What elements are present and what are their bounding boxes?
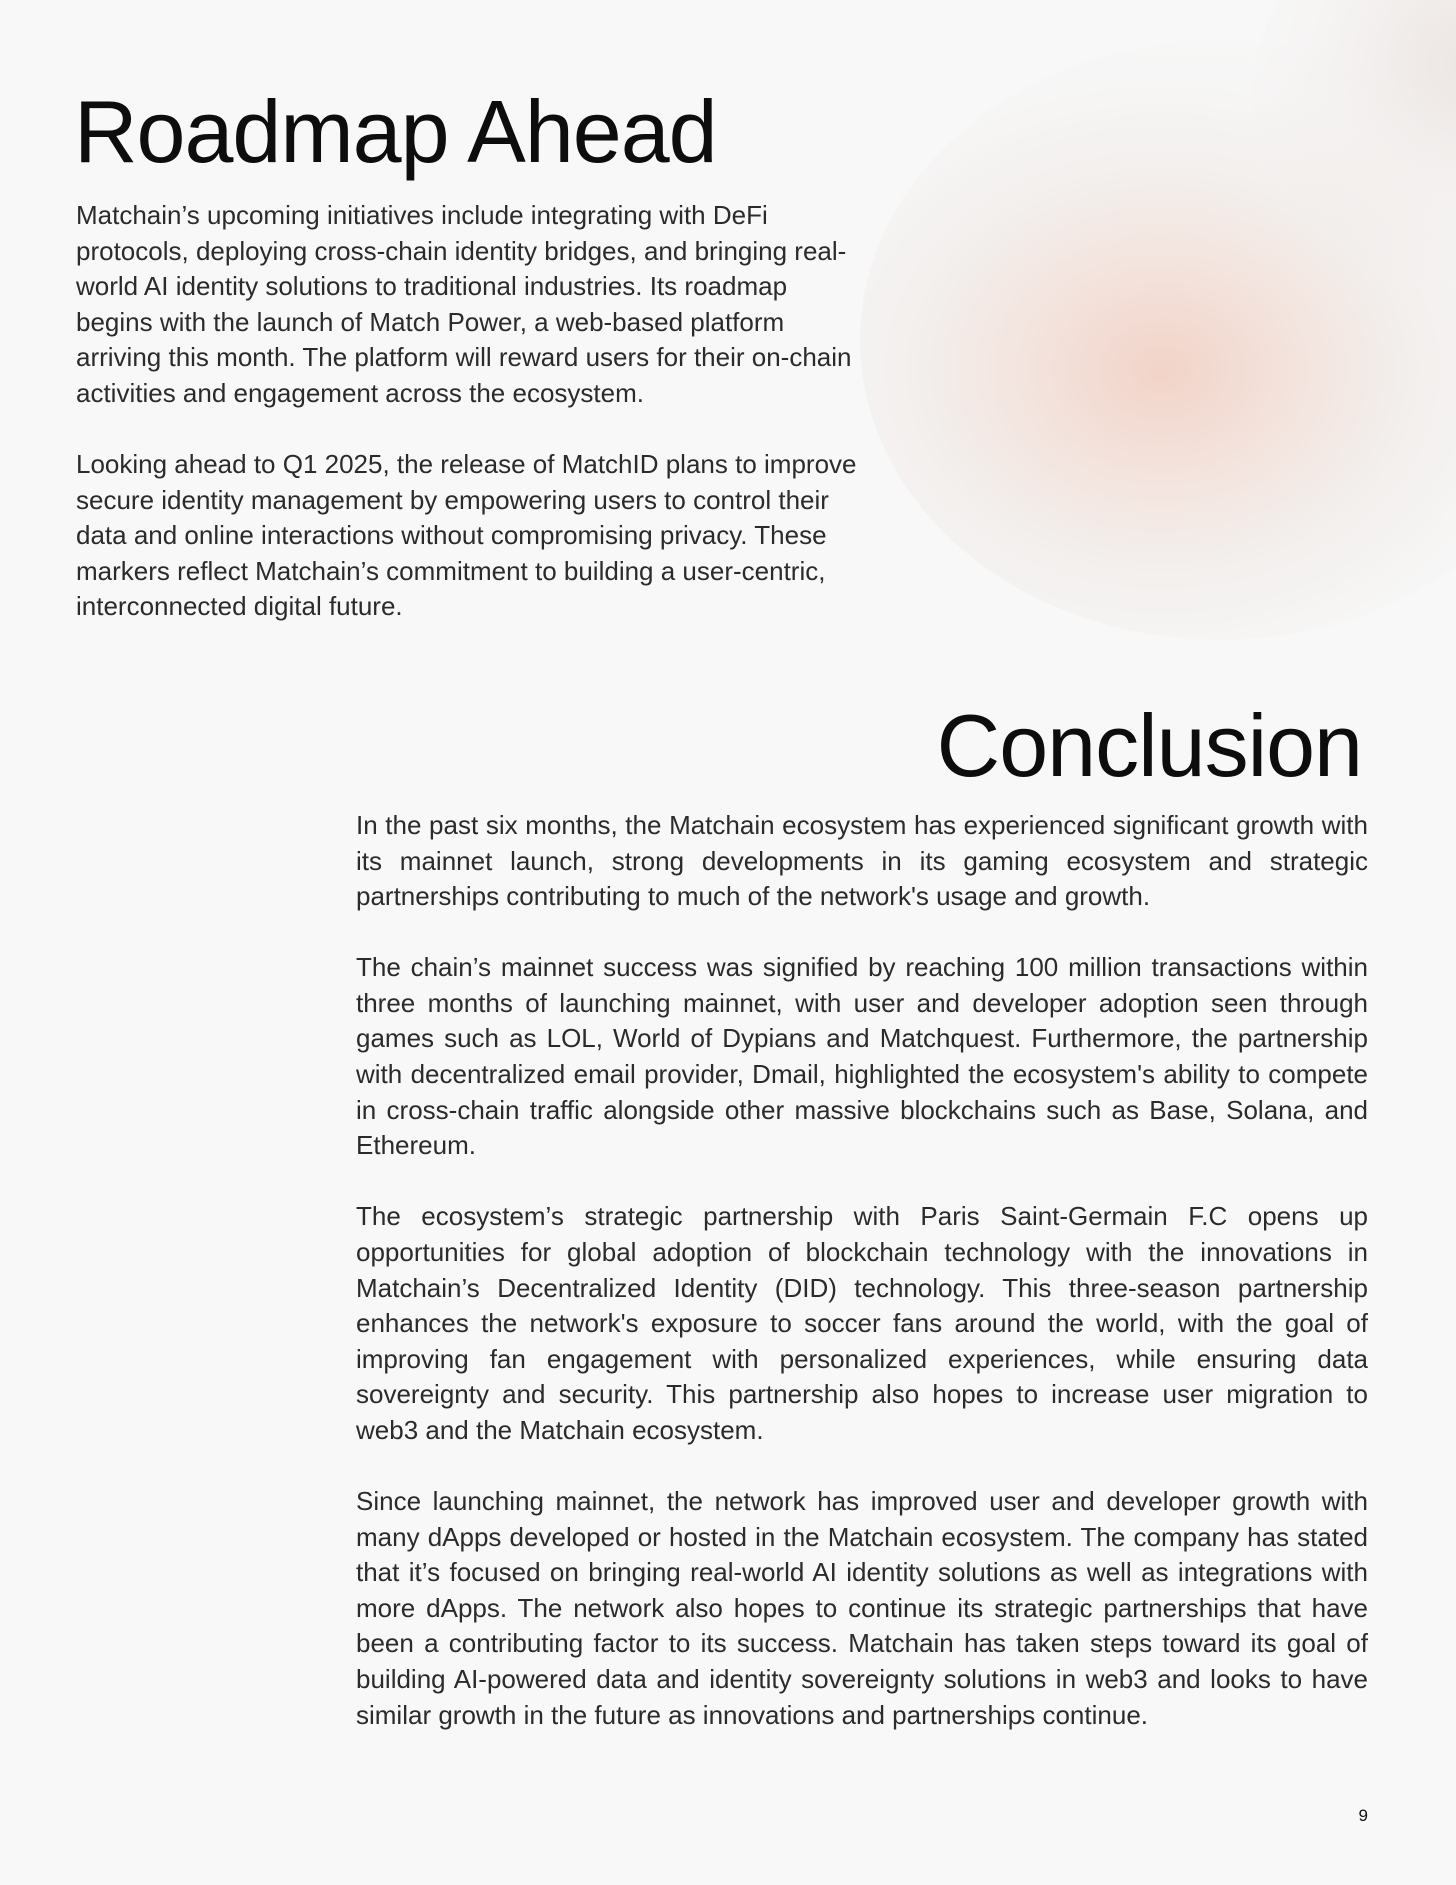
conclusion-paragraph: In the past six months, the Matchain ecosystem has experienced significant growth with its mainnet launch, strong developments in its gaming ecosystem and strategic partnerships contributing to much of the network's usage and growth. xyxy=(356,810,1368,912)
conclusion-paragraph: The chain’s mainnet success was signified by reaching 100 million transactions within three months of launching mainnet, with user and developer adoption seen through games such as LOL, World of Dypians and Matchquest. Furthermore, the partnership with decentralized email provider, Dmail, highlighted the ecosystem's ability to compete in cross-chain traffic alongside other massive blockchains such as Base, Solana, and Ethereum. xyxy=(356,952,1368,1161)
roadmap-heading: Roadmap Ahead xyxy=(74,82,717,181)
conclusion-heading: Conclusion xyxy=(936,696,1362,795)
decorative-gradient-top xyxy=(1250,0,1456,280)
conclusion-section xyxy=(356,808,1368,1769)
roadmap-paragraph: Matchain’s upcoming initiatives include integrating with DeFi protocols, deploying cross-chain identity bridges, and bringing real-world AI identity solutions to traditional industries. Its roadmap begins with the launch of Match Power, a web-based platform arriving this month. The platform will reward users for their on-chain activities and engagement across the ecosystem. xyxy=(76,200,852,408)
decorative-gradient-glow xyxy=(860,40,1456,640)
conclusion-paragraph: Since launching mainnet, the network has improved user and developer growth with many dApps developed or hosted in the Matchain ecosystem. The company has stated that it’s focused on bringing real-world AI identity solutions as well as integrations with more dApps. The network also hopes to continue its strategic partnerships that have been a contributing factor to its success. Matchain has taken steps toward its goal of building AI-powered data and identity sovereignty solutions in web3 and looks to have similar growth in the future as innovations and partnerships continue. xyxy=(356,1486,1368,1730)
roadmap-section xyxy=(76,198,866,661)
conclusion-paragraph: The ecosystem’s strategic partnership with Paris Saint-Germain F.C opens up opportunities for global adoption of blockchain technology with the innovations in Matchain’s Decentralized Identity (DID) technology. This three-season partnership enhances the network's exposure to soccer fans around the world, with the goal of improving fan engagement with personalized experiences, while ensuring data sovereignty and security. This partnership also hopes to increase user migration to web3 and the Matchain ecosystem. xyxy=(356,1201,1368,1445)
roadmap-paragraph: Looking ahead to Q1 2025, the release of MatchID plans to improve secure identity management by empowering users to control their data and online interactions without compromising privacy. These markers reflect Matchain’s commitment to building a user-centric, interconnected digital future. xyxy=(76,449,857,622)
page-number: 9 xyxy=(1358,1806,1368,1825)
